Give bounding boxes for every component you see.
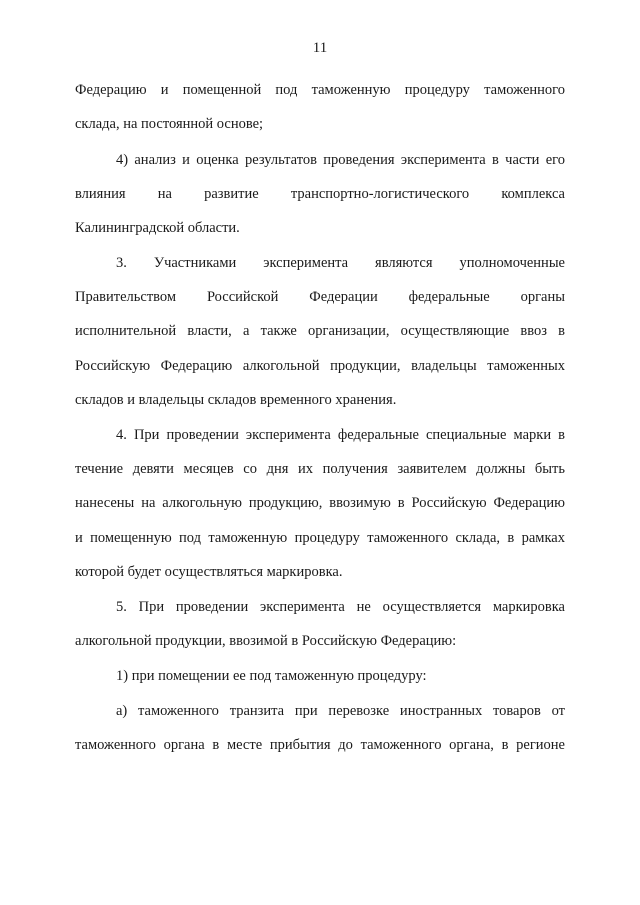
text-line: Федерацию и помещенной под таможенную процедуру таможенного [75,82,565,98]
page-number: 11 [312,40,328,56]
text-line: 1) при помещении ее под таможенную процедуру: [116,668,427,684]
text-line: а) таможенного транзита при перевозке иностранных товаров от [116,703,565,719]
text-line: 5. При проведении эксперимента не осуществляется маркировка [116,599,565,615]
text-line: 4) анализ и оценка результатов проведения эксперимента в части его [116,152,565,168]
text-line: Российскую Федерацию алкогольной продукции, владельцы таможенных [75,358,565,374]
text-line: течение девяти месяцев со дня их получения заявителем должны быть [75,461,565,477]
text-line: Калининградской области. [75,220,240,236]
text-line: алкогольной продукции, ввозимой в Российскую Федерацию: [75,633,457,649]
text-line: влияния на развитие транспортно-логистического комплекса [75,186,565,202]
text-line: нанесены на алкогольную продукцию, ввозимую в Российскую Федерацию [75,495,565,511]
text-line: Правительством Российской Федерации федеральные органы [75,289,565,305]
text-line: таможенного органа в месте прибытия до таможенного органа, в регионе [75,737,565,753]
text-line: которой будет осуществляться маркировка. [75,564,343,580]
text-line: 3. Участниками эксперимента являются уполномоченные [116,255,565,271]
text-line: исполнительной власти, а также организации, осуществляющие ввоз в [75,323,565,339]
text-line: складов и владельцы складов временного хранения. [75,392,397,408]
text-line: склада, на постоянной основе; [75,116,264,132]
text-line: 4. При проведении эксперимента федеральные специальные марки в [116,427,565,443]
text-line: и помещенную под таможенную процедуру таможенного склада, в рамках [75,530,565,546]
